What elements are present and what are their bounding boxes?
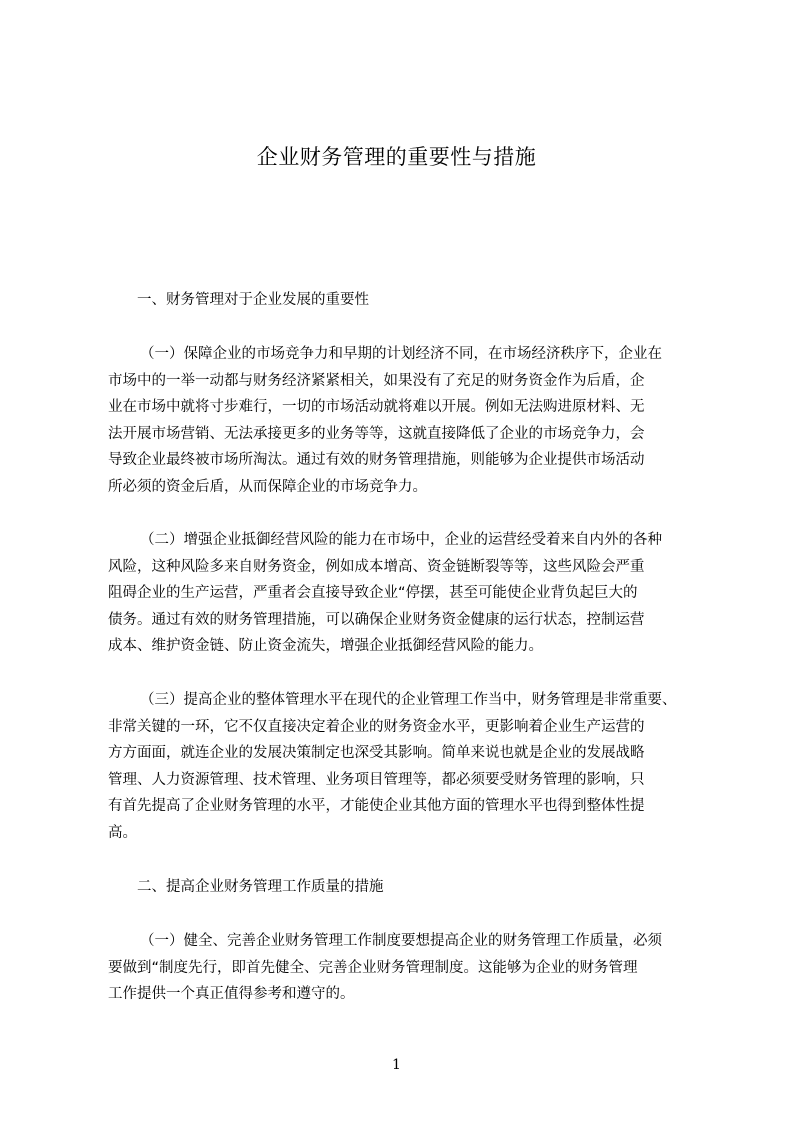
paragraph-line: 法开展市场营销、无法承接更多的业务等等，这就直接降低了企业的市场竞争力，会 [108,425,645,442]
paragraph-line: 阻碍企业的生产运营，严重者会直接导致企业“停摆，甚至可能使企业背负起巨大的 [108,585,638,602]
paragraph-line: 业在市场中就将寸步难行，一切的市场活动就将难以开展。例如无法购进原材料、无 [108,399,645,416]
paragraph-line: （二）增强企业抵御经营风险的能力在市场中，企业的运营经受着来自内外的各种 [140,532,662,548]
paragraph-line: （三）提高企业的整体管理水平在现代的企业管理工作当中，财务管理是非常重要、 [140,692,677,708]
paragraph-line: 导致企业最终被市场所淘汰。通过有效的财务管理措施，则能够为企业提供市场活动 [108,452,645,469]
paragraph-line: 非常关键的一环，它不仅直接决定着企业的财务资金水平，更影响着企业生产运营的 [108,718,645,735]
paragraph-line: 方方面面，就连企业的发展决策制定也深受其影响。简单来说也就是企业的发展战略 [108,745,645,762]
section-1-paragraph-1 [108,341,700,501]
paragraph-line: 工作提供一个真正值得参考和遵守的。 [108,986,355,1003]
paragraph-line: 市场中的一举一动都与财务经济紧紧相关，如果没有了充足的财务资金作为后盾，企 [108,372,645,389]
paragraph-line: 成本、维护资金链、防止资金流失，增强企业抵御经营风险的能力。 [108,638,543,655]
paragraph-line: 所必须的资金后盾，从而保障企业的市场竞争力。 [108,478,427,495]
section-2-heading: 二、提高企业财务管理工作质量的措施 [137,879,384,895]
paragraph-line: 风险，这种风险多来自财务资金，例如成本增高、资金链断裂等等，这些风险会严重 [108,558,645,575]
document-title: 企业财务管理的重要性与措施 [256,145,537,169]
section-1-paragraph-2 [108,527,700,660]
paragraph-line: 有首先提高了企业财务管理的水平，才能使企业其他方面的管理水平也得到整体性提 [108,798,645,815]
section-1-heading: 一、财务管理对于企业发展的重要性 [137,292,369,308]
paragraph-line: 高。 [108,824,137,841]
section-1-paragraph-3 [108,687,700,847]
paragraph-line: （一）保障企业的市场竞争力和早期的计划经济不同，在市场经济秩序下，企业在 [140,346,662,362]
paragraph-line: （一）健全、完善企业财务管理工作制度要想提高企业的财务管理工作质量，必须 [140,933,662,949]
paragraph-line: 管理、人力资源管理、技术管理、业务项目管理等，都必须要受财务管理的影响，只 [108,771,645,788]
paragraph-line: 债务。通过有效的财务管理措施，可以确保企业财务资金健康的运行状态，控制运营 [108,611,645,628]
page-number: 1 [392,1057,401,1073]
paragraph-line: 要做到“制度先行，即首先健全、完善企业财务管理制度。这能够为企业的财务管理 [108,959,638,976]
section-2-paragraph-1 [108,928,700,1008]
